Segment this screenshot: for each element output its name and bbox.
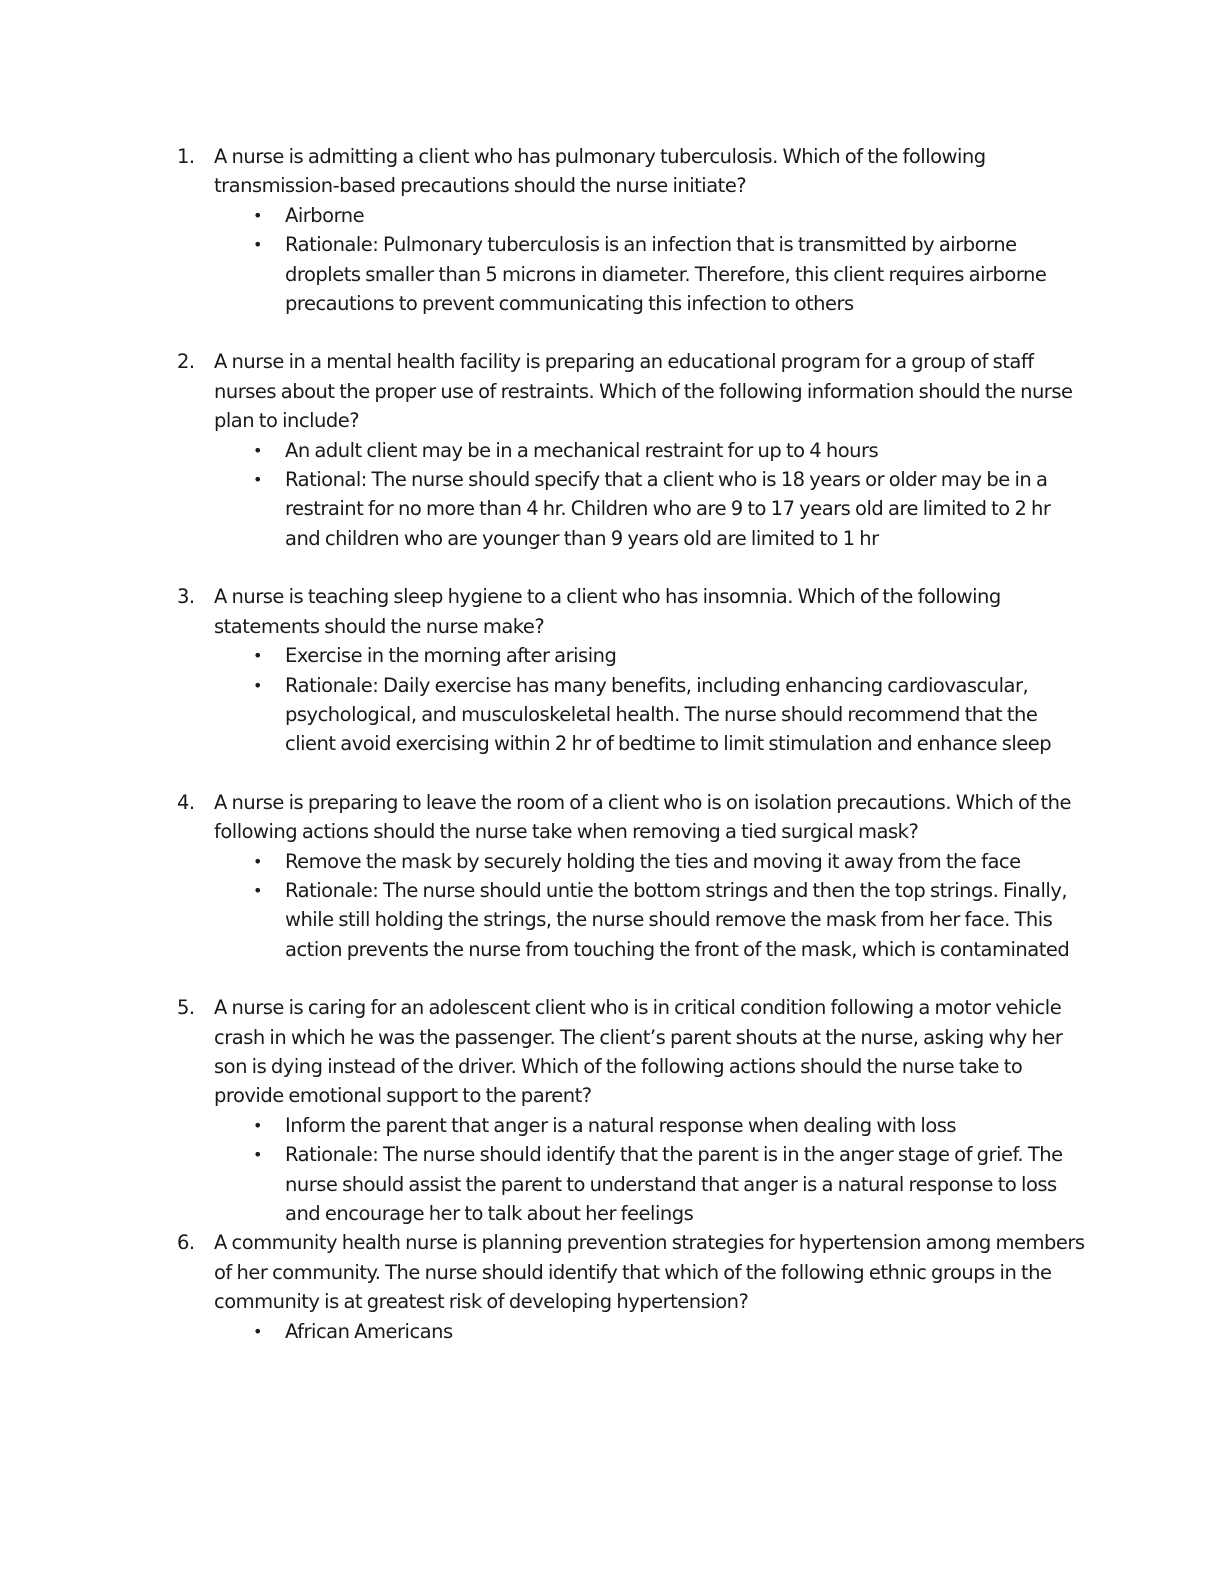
answer-item bbox=[0, 847, 1224, 876]
question-number: 1. bbox=[177, 145, 195, 168]
bullet-icon: • bbox=[253, 675, 263, 695]
bullet-icon: • bbox=[253, 205, 263, 225]
rationale-text: Rationale: The nurse should untie the bottom strings and then the top strings. Finally, while still holding the strings, the nurse should remove the mask from her face. This action prevents the nurse from touching the front of the mask, which is contaminated bbox=[285, 878, 1070, 961]
answer-list bbox=[0, 436, 1224, 554]
answer-text: Airborne bbox=[285, 203, 365, 227]
question-number: 6. bbox=[177, 1231, 195, 1255]
question-text: A community health nurse is planning prevention strategies for hypertension among members of her community. The nurse should identify that which of the following ethnic groups in the community is at greatest risk of developing hypertension? bbox=[214, 1231, 1085, 1314]
bullet-icon: • bbox=[253, 646, 263, 666]
answer-list bbox=[0, 641, 1224, 759]
question-text: A nurse is admitting a client who has pulmonary tuberculosis. Which of the following transmission-based precautions should the nurse initiate? bbox=[214, 145, 986, 198]
question-text: A nurse is teaching sleep hygiene to a client who has insomnia. Which of the following statements should the nurse make? bbox=[214, 585, 1001, 638]
question-text: A nurse in a mental health facility is preparing an educational program for a group of staff nurses about the proper use of restraints. Which of the following information should the nurse plan to include? bbox=[214, 350, 1073, 433]
bullet-icon: • bbox=[253, 470, 263, 490]
question-item bbox=[0, 142, 1224, 318]
answer-text: Exercise in the morning after arising bbox=[285, 644, 617, 668]
answer-text: Inform the parent that anger is a natural response when dealing with loss bbox=[285, 1113, 957, 1137]
rationale-text: Rationale: Daily exercise has many benefits, including enhancing cardiovascular, psychological, and musculoskeletal health. The nurse should recommend that the client avoid exercising within 2 hr of bedtime to limit stimulation and enhance sleep bbox=[285, 673, 1052, 756]
answer-list bbox=[0, 1111, 1224, 1229]
question-item bbox=[0, 993, 1224, 1228]
question-number: 2. bbox=[177, 350, 195, 374]
rationale-text: Rationale: Pulmonary tuberculosis is an infection that is transmitted by airborne droplets smaller than 5 microns in diameter. Therefore, this client requires airborne precautions to prevent communicating this infection to others bbox=[285, 233, 1047, 316]
question-number: 5. bbox=[177, 996, 195, 1020]
question-number: 3. bbox=[177, 585, 195, 609]
bullet-icon: • bbox=[253, 880, 263, 900]
question-item bbox=[0, 347, 1224, 553]
question-item bbox=[0, 1228, 1224, 1346]
answer-item bbox=[0, 201, 1224, 230]
rationale-text: Rational: The nurse should specify that a client who is 18 years or older may be in a restraint for no more than 4 hr. Children who are 9 to 17 years old are limited to 2 hr and children who are younger than 9 years old are limited to 1 hr bbox=[285, 468, 1051, 550]
answer-list bbox=[0, 201, 1224, 319]
answer-list bbox=[0, 1317, 1224, 1346]
answer-text: African Americans bbox=[285, 1319, 453, 1343]
answer-item bbox=[0, 1317, 1224, 1346]
bullet-icon: • bbox=[253, 1145, 263, 1165]
question-list bbox=[0, 142, 1224, 1346]
question-item bbox=[0, 788, 1224, 964]
bullet-icon: • bbox=[253, 440, 263, 460]
bullet-icon: • bbox=[253, 1115, 263, 1135]
rationale-item bbox=[0, 1140, 1224, 1228]
answer-item bbox=[0, 436, 1224, 465]
rationale-item bbox=[0, 465, 1224, 553]
rationale-item bbox=[0, 230, 1224, 318]
question-number: 4. bbox=[177, 790, 195, 814]
bullet-icon: • bbox=[253, 851, 263, 871]
bullet-icon: • bbox=[253, 1321, 263, 1341]
question-item bbox=[0, 582, 1224, 758]
answer-item bbox=[0, 1111, 1224, 1140]
question-text: A nurse is preparing to leave the room of a client who is on isolation precautions. Which of the following actions should the nurse take when removing a tied surgical mask? bbox=[214, 790, 1072, 844]
answer-list bbox=[0, 847, 1224, 965]
question-text: A nurse is caring for an adolescent client who is in critical condition following a motor vehicle crash in which he was the passenger. The client’s parent shouts at the nurse, asking why her son is dying instead of the driver. Which of the following actions should the nurse take to provide emotional support to the parent? bbox=[214, 996, 1063, 1108]
answer-text: An adult client may be in a mechanical restraint for up to 4 hours bbox=[285, 438, 879, 462]
rationale-text: Rationale: The nurse should identify that the parent is in the anger stage of grief. The nurse should assist the parent to understand that anger is a natural response to loss and encourage her to talk about her feelings bbox=[285, 1143, 1063, 1225]
bullet-icon: • bbox=[253, 235, 263, 255]
answer-item bbox=[0, 641, 1224, 670]
rationale-item bbox=[0, 876, 1224, 964]
rationale-item bbox=[0, 671, 1224, 759]
answer-text: Remove the mask by securely holding the ties and moving it away from the face bbox=[285, 849, 1021, 873]
